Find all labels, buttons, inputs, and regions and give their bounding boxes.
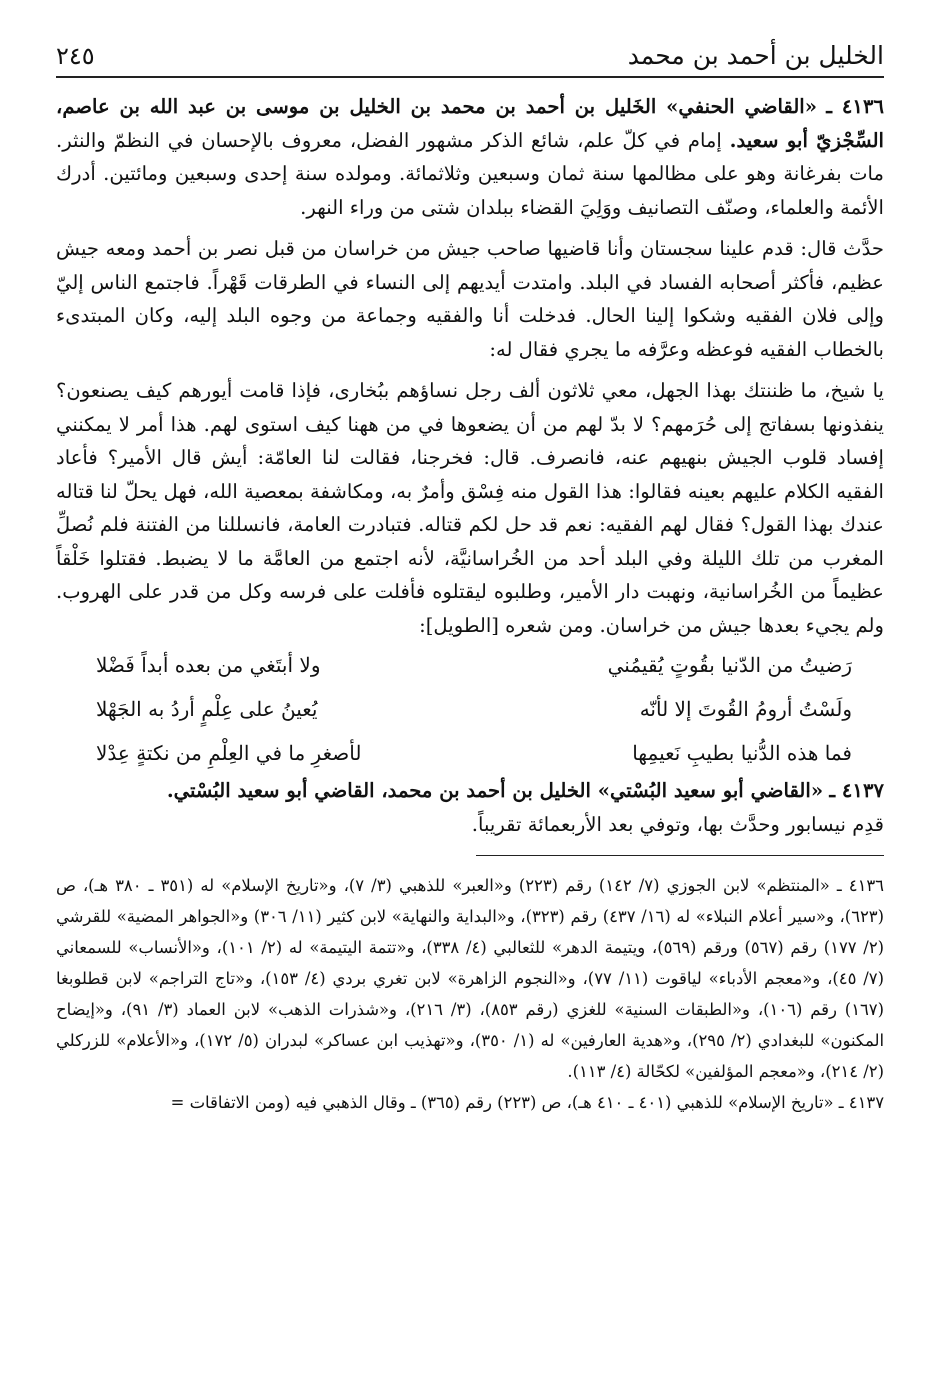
footnote-4136: ٤١٣٦ ـ «المنتظم» لابن الجوزي (٧/ ١٤٢) رقم (٢٢٣) و«العبر» للذهبي (٣/ ٧)، و«تاريخ الإسلام» له (٣٥١ ـ ٣٨٠ هـ)، ص (٦٢٣)، و«سير أعلام النبلاء» له (١٦/ ٤٣٧) رقم (٣٢٣)، و«البداية والنهاية» لابن كثير (١١/ ٣٠٦) و«الجواهر المضية» للقرشي (٢/ ١٧٧) رقم (٥٦٧) ورقم (٥٦٩)، ويتيمة الدهر» للثعالبي (٤/ ٣٣٨)، و«تتمة اليتيمة» له (٢/ ١٠١)، و«الأنساب» للسمعاني (٧/ ٤٥)، و«معجم الأدباء» لياقوت (١١/ ٧٧)، و«النجوم الزاهرة» لابن تغري بردي (٤/ ١٥٣)، و«تاج التراجم» لابن قطلوبغا (١٦٧) رقم (١٠٦)، و«الطبقات السنية» للغزي (رقم ٨٥٣)، (٣/ ٢١٦)، و«شذرات الذهب» لابن العماد (٣/ ٩١)، و«إيضاح المكنون» للبغدادي (٢/ ٢٩٥)، و«هدية العارفين» له (١/ ٣٥٠)، و«تهذيب ابن عساكر» لبدران (٥/ ١٧٢)، و«الأعلام» للزركلي (٢/ ٢١٤)، و«معجم المؤلفين» لكحّالة (٤/ ١١٣). <box>56 876 885 1081</box>
entry-4136-number: ٤١٣٦ ـ <box>826 95 885 118</box>
entry-4136-dialogue: يا شيخ، ما ظننتك بهذا الجهل، معي ثلاثون ألف رجل نساؤهم ببُخارى، فإذا قامت أيورهم كيف يصنعون؟ ينفذونها بسفاتج إلى حُرَمهم؟ لا بدّ لهم من أن يضعوها في من ههنا كيف استوى لهم. هذا أمر لا يمكنني إفساد قلوب الجيش بنهيهم عنه، فانصرف. قال: فخرجنا، فقالت لنا العامّة: أيش قال الأمير؟ فأعاد الفقيه الكلام عليهم بعينه فقالوا: هذا القول منه فِسْق وأمرٌ به، ومكاشفة بمعصية الله، فهل يحلّ لنا قتاله عندك بهذا القول؟ فقال لهم الفقيه: نعم قد حل لكم قتاله. فتبادرت العامة، فانسللنا من الفتنة فلم نُصلِّ المغرب من تلك الليلة وفي البلد أحد من الخُراسانيَّة، لأنه اجتمع من العامَّة ما لا يضبط. فقتلوا خَلْقاً عظيماً من الخُراسانية، ونهبت دار الأمير، وطلبوه ليقتلوه فأفلت على فرسه وكل من قدر على الهروب. ولم يجيء بعدها جيش من خراسان. ومن شعره [الطويل]: <box>56 379 884 637</box>
poem <box>56 644 884 774</box>
page-number: ٢٤٥ <box>56 42 95 70</box>
verse-second-half: لأصغرِ ما في العِلْمِ من نكتةٍ عِدْلا <box>96 741 362 765</box>
main-text <box>56 90 884 841</box>
poem-verse <box>56 732 884 774</box>
footnotes <box>56 870 884 1118</box>
footnote-separator <box>476 855 884 856</box>
entry-4137-bio: قدِم نيسابور وحدَّث بها، وتوفي بعد الأربعمائة تقريباً. <box>471 812 884 836</box>
entry-4137-paragraph <box>56 774 884 808</box>
poem-verse <box>56 688 884 730</box>
running-title: الخليل بن أحمد بن محمد <box>627 41 884 70</box>
entry-4137-heading: «القاضي أبو سعيد البُسْتي» الخليل بن أحمد بن محمد، القاضي أبو سعيد البُسْتي. <box>166 779 824 802</box>
verse-first-half: ولَسْتُ أرومُ القُوتَ إلا لأنّه <box>639 697 852 721</box>
entry-4137-number: ٤١٣٧ ـ <box>829 779 884 802</box>
footnote-4137: ٤١٣٧ ـ «تاريخ الإسلام» للذهبي (٤٠١ ـ ٤١٠ هـ)، ص (٢٢٣) رقم (٣٦٥) ـ وقال الذهبي فيه (ومن الاتفاقات = <box>170 1093 884 1112</box>
entry-4136-bio: إمام في كلّ علم، شائع الذكر مشهور الفضل، معروف بالإحسان في النظمّ والنثر. مات بفرغانة وهو على مظالمها سنة ثمان وسبعين وثلاثمائة. ومولده سنة إحدى وسبعين ومائتين. أدرك الأئمة والعلماء، وصنّف التصانيف ووَلِيَ القضاء ببلدان شتى من وراء النهر. <box>56 128 884 219</box>
running-head <box>56 28 884 78</box>
verse-first-half: فما هذه الدُّنيا بطيبِ نَعيمِها <box>632 741 852 765</box>
entry-4136-heading: «القاضي الحنفي» الخَليل بن أحمد بن محمد بن الخليل بن موسى بن عبد الله بن عاصم، السِّجْزيّ أبو سعيد. <box>56 95 884 152</box>
book-page <box>56 28 884 1348</box>
verse-second-half: ولا أبتَغي من بعده أبداً فَضْلا <box>96 653 321 677</box>
poem-verse <box>56 644 884 686</box>
verse-second-half: يُعينُ على عِلْمٍ أردُ به الجَهْلا <box>96 697 318 721</box>
entry-4136-narration: حدَّث قال: قدم علينا سجستان وأنا قاضيها صاحب جيش من خراسان من قبل نصر بن أحمد ومعه جيش عظيم، فأكثر أصحابه الفساد في البلد. وامتدت أيديهم إلى النساء في الطرقات قَهْراً. فاجتمع الناس إليّ وإلى فلان الفقيه وشكوا إلينا الحال. فدخلت أنا والفقيه وجماعة من وجوه البلد إليه، وكان المبتدىء بالخطاب الفقيه فوعظه وعرَّفه ما يجري فقال له: <box>56 237 884 361</box>
verse-first-half: رَضيتُ من الدّنيا بقُوتٍ يُقيمُني <box>607 653 852 677</box>
entry-4136-paragraph <box>56 90 884 224</box>
